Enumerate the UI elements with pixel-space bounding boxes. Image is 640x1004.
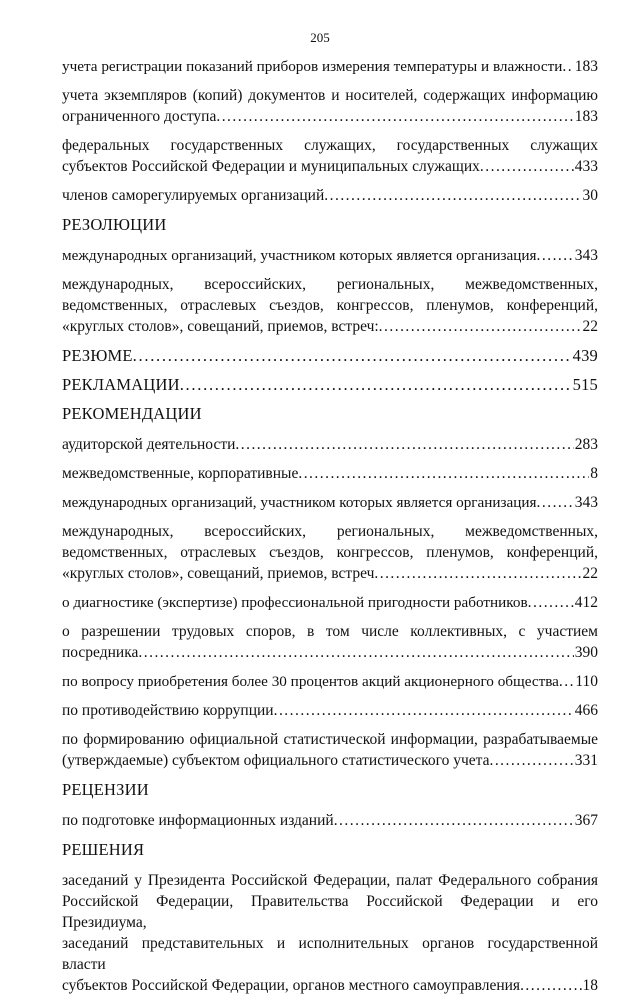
index-entry [62,274,598,337]
entry-line [62,810,598,831]
entry-line [62,975,598,996]
dot-leader [379,316,582,337]
index-heading: РЕЗЮМЕ [62,346,133,365]
entry-text: субъектов Российской Федерации и муниципальных служащих [62,158,480,175]
entry-text-line: международных, всероссийских, региональных, межведомственных, [62,276,598,293]
dot-leader [180,374,572,395]
entry-text-line: ведомственных, отраслевых съездов, конгрессов, пленумов, конференций, [62,297,598,314]
entry-line [62,492,598,513]
entry-text: «круглых столов», совещаний, приемов, встреч: [62,318,379,335]
entry-text-line: международных, всероссийских, региональных, межведомственных, [62,523,598,540]
page-ref: 183 [574,108,598,125]
entry-line [62,642,598,663]
index-entry [62,245,598,266]
entry-line [62,434,598,455]
index-heading: РЕКОМЕНДАЦИИ [62,404,202,423]
dot-leader [374,563,581,584]
entry-line [62,671,598,692]
index-entry [62,185,598,206]
page-ref: 412 [574,594,598,611]
page-ref: 515 [572,375,598,394]
index-entry [62,870,598,996]
entry-text-line: о разрешении трудовых споров, в том числе коллективных, с участием [62,623,598,640]
dot-leader [133,345,572,366]
entry-text: по вопросу приобретения более 30 процентов акций акционерного общества [62,673,559,690]
entry-text: ограниченного доступа [62,108,217,125]
entry-text: о диагностике (экспертизе) профессиональной пригодности работников [62,594,528,611]
entry-line [62,245,598,266]
entry-text: членов саморегулируемых организаций [62,187,325,204]
entry-line [62,563,598,584]
dot-leader [537,492,574,513]
entry-text-line: по формированию официальной статистической информации, разрабатываемые [62,731,598,748]
index-entry [62,434,598,455]
entry-line [62,316,598,337]
page-ref: 466 [574,702,598,719]
entry-text: по подготовке информационных изданий [62,812,334,829]
dot-leader [138,642,573,663]
dot-leader [298,463,589,484]
entry-text: (утверждаемые) субъектом официального статистического учета [62,752,490,769]
entry-text: субъектов Российской Федерации, органов местного самоуправления [62,977,521,994]
dot-leader [520,975,581,996]
dot-leader [324,185,581,206]
entry-line [62,156,598,177]
index-heading: РЕШЕНИЯ [62,840,145,859]
index-heading: РЕЦЕНЗИИ [62,780,149,799]
subject-index [62,56,598,1004]
entry-text-line: федеральных государственных служащих, государственных служащих [62,137,598,154]
page-ref: 367 [574,812,598,829]
page-ref: 283 [574,436,598,453]
page-ref: 183 [574,58,598,75]
entry-text: учета регистрации показаний приборов измерения температуры и влажности [62,58,563,75]
dot-leader [489,750,573,771]
dot-leader [562,56,573,77]
entry-text: посредника [62,644,139,661]
index-entry [62,56,598,77]
entry-text: «круглых столов», совещаний, приемов, встреч [62,565,375,582]
page-number: 205 [310,30,330,45]
dot-leader [235,434,573,455]
entry-line [62,592,598,613]
entry-line [62,185,598,206]
dot-leader [559,671,574,692]
entry-line [62,345,598,366]
page-ref: 22 [582,565,598,582]
index-entry [62,592,598,613]
entry-line [62,750,598,771]
index-heading: РЕКЛАМАЦИИ [62,375,180,394]
dot-leader [528,592,574,613]
index-entry [62,700,598,721]
entry-text: аудиторской деятельности [62,436,236,453]
index-heading: РЕЗОЛЮЦИИ [62,215,167,234]
page-ref: 343 [574,494,598,511]
entry-line [62,374,598,395]
page-ref: 390 [574,644,598,661]
index-entry [62,671,598,692]
entry-text-line: учета экземпляров (копий) документов и носителей, содержащих информацию [62,87,598,104]
page-ref: 110 [575,673,598,690]
dot-leader [216,106,573,127]
entry-text-line: Российской Федерации, Правительства Российской Федерации и его Президиума, [62,893,598,931]
dot-leader [480,156,574,177]
page-ref: 439 [572,346,598,365]
index-entry [62,374,598,395]
page-ref: 22 [582,318,598,335]
page-ref: 8 [590,465,598,482]
index-entry [62,521,598,584]
page-ref: 433 [574,158,598,175]
index-entry [62,135,598,177]
index-entry [62,621,598,663]
entry-text: межведомственные, корпоративные [62,465,299,482]
entry-text: международных организаций, участником которых является организация [62,494,537,511]
page-ref: 30 [582,187,598,204]
dot-leader [334,810,574,831]
entry-text-line: заседаний представительных и исполнительных органов государственной власти [62,935,598,973]
index-entry [62,345,598,366]
index-entry [62,810,598,831]
index-entry [62,85,598,127]
entry-text: международных организаций, участником которых является организация [62,247,537,264]
entry-line [62,700,598,721]
entry-text: по противодействию коррупции [62,702,274,719]
index-entry [62,463,598,484]
page-ref: 331 [574,752,598,769]
index-entry [62,492,598,513]
page-ref: 343 [574,247,598,264]
entry-line [62,56,598,77]
dot-leader [537,245,574,266]
entry-line [62,463,598,484]
entry-line [62,106,598,127]
dot-leader [274,700,574,721]
index-entry [62,729,598,771]
entry-text-line: заседаний у Президента Российской Федерации, палат Федерального собрания [62,872,598,889]
page-ref: 18 [582,977,598,994]
entry-text-line: ведомственных, отраслевых съездов, конгрессов, пленумов, конференций, [62,544,598,561]
